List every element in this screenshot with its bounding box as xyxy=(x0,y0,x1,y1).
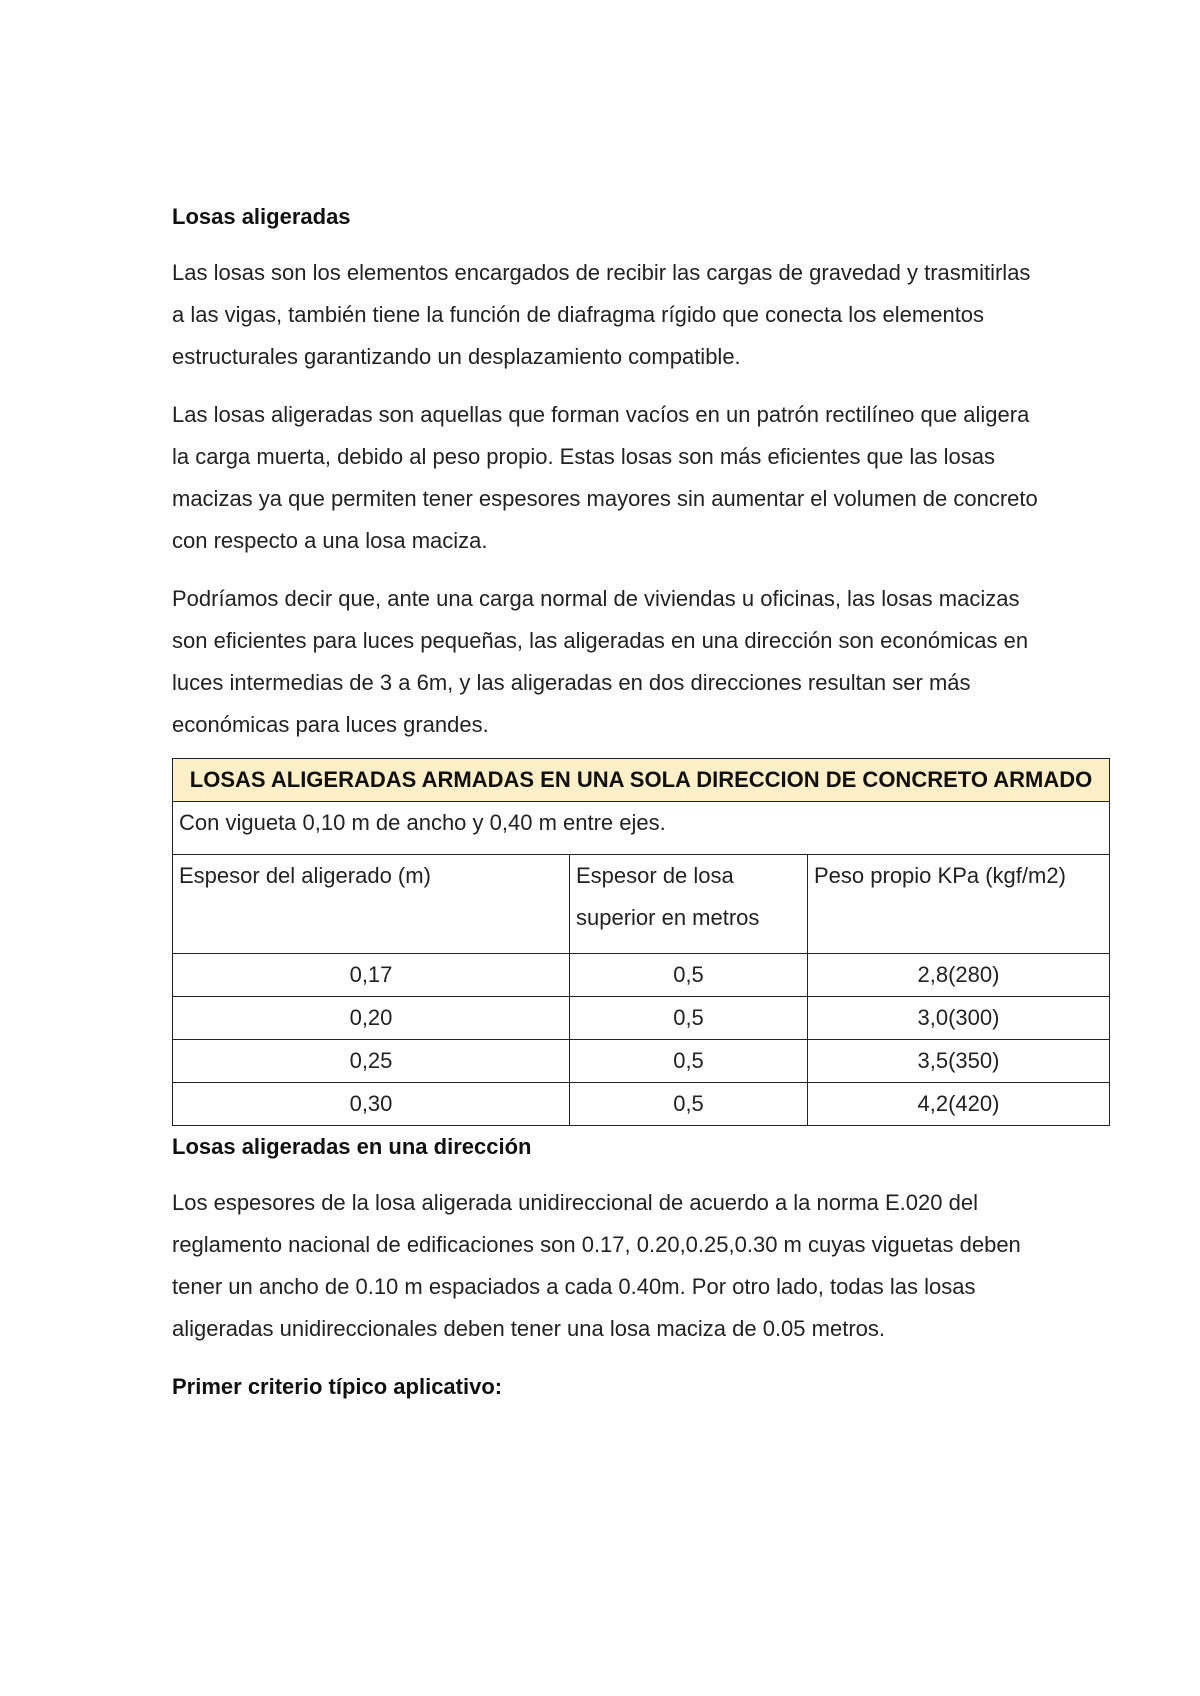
table-cell: 0,5 xyxy=(570,954,808,997)
column-header-espesor-aligerado: Espesor del aligerado (m) xyxy=(173,855,570,954)
table-title: LOSAS ALIGERADAS ARMADAS EN UNA SOLA DIRECCION DE CONCRETO ARMADO xyxy=(173,759,1110,802)
table-cell: 3,0(300) xyxy=(808,997,1110,1040)
table-cell: 0,5 xyxy=(570,997,808,1040)
column-header-peso-propio: Peso propio KPa (kgf/m2) xyxy=(808,855,1110,954)
column-header-espesor-losa-superior: Espesor de losa superior en metros xyxy=(570,855,808,954)
table-cell: 0,5 xyxy=(570,1040,808,1083)
table-cell: 0,5 xyxy=(570,1083,808,1126)
table-row xyxy=(173,954,1110,997)
table-cell: 0,25 xyxy=(173,1040,570,1083)
paragraph-3: Podríamos decir que, ante una carga normal de viviendas u oficinas, las losas macizas son eficientes para luces pequeñas, las aligeradas en una dirección son económicas en luces intermedias de 3 a 6m, y las aligeradas en dos direcciones resultan ser más económicas para luces grandes. xyxy=(172,586,1029,737)
paragraph-2: Las losas aligeradas son aquellas que forman vacíos en un patrón rectilíneo que aligera la carga muerta, debido al peso propio. Estas losas son más eficientes que las losas macizas ya que permiten tener espesores mayores sin aumentar el volumen de concreto con respecto a una losa maciza. xyxy=(172,402,1038,553)
table-header-row xyxy=(173,855,1110,954)
table-cell: 2,8(280) xyxy=(808,954,1110,997)
section-heading-losas-aligeradas: Losas aligeradas xyxy=(172,204,351,229)
table-subtitle-row xyxy=(173,802,1110,855)
table-cell: 0,30 xyxy=(173,1083,570,1126)
paragraph-1: Las losas son los elementos encargados de recibir las cargas de gravedad y trasmitirlas a las vigas, también tiene la función de diafragma rígido que conecta los elementos estructurales garantizando un desplazamiento compatible. xyxy=(172,260,1031,369)
table-subtitle: Con vigueta 0,10 m de ancho y 0,40 m entre ejes. xyxy=(173,802,1110,855)
slab-weights-table xyxy=(172,758,1110,1126)
section-heading-una-direccion: Losas aligeradas en una dirección xyxy=(172,1134,532,1159)
table-cell: 3,5(350) xyxy=(808,1040,1110,1083)
table-cell: 0,20 xyxy=(173,997,570,1040)
table-row xyxy=(173,1083,1110,1126)
table-row xyxy=(173,1040,1110,1083)
table-title-row xyxy=(173,759,1110,802)
section-heading-primer-criterio: Primer criterio típico aplicativo: xyxy=(172,1374,503,1399)
table-cell: 4,2(420) xyxy=(808,1083,1110,1126)
paragraph-4: Los espesores de la losa aligerada unidireccional de acuerdo a la norma E.020 del reglamento nacional de edificaciones son 0.17, 0.20,0.25,0.30 m cuyas viguetas deben tener un ancho de 0.10 m espaciados a cada 0.40m. Por otro lado, todas las losas aligeradas unidireccionales deben tener una losa maciza de 0.05 metros. xyxy=(172,1190,1021,1341)
table-row xyxy=(173,997,1110,1040)
document-page xyxy=(172,196,1112,1408)
table-cell: 0,17 xyxy=(173,954,570,997)
